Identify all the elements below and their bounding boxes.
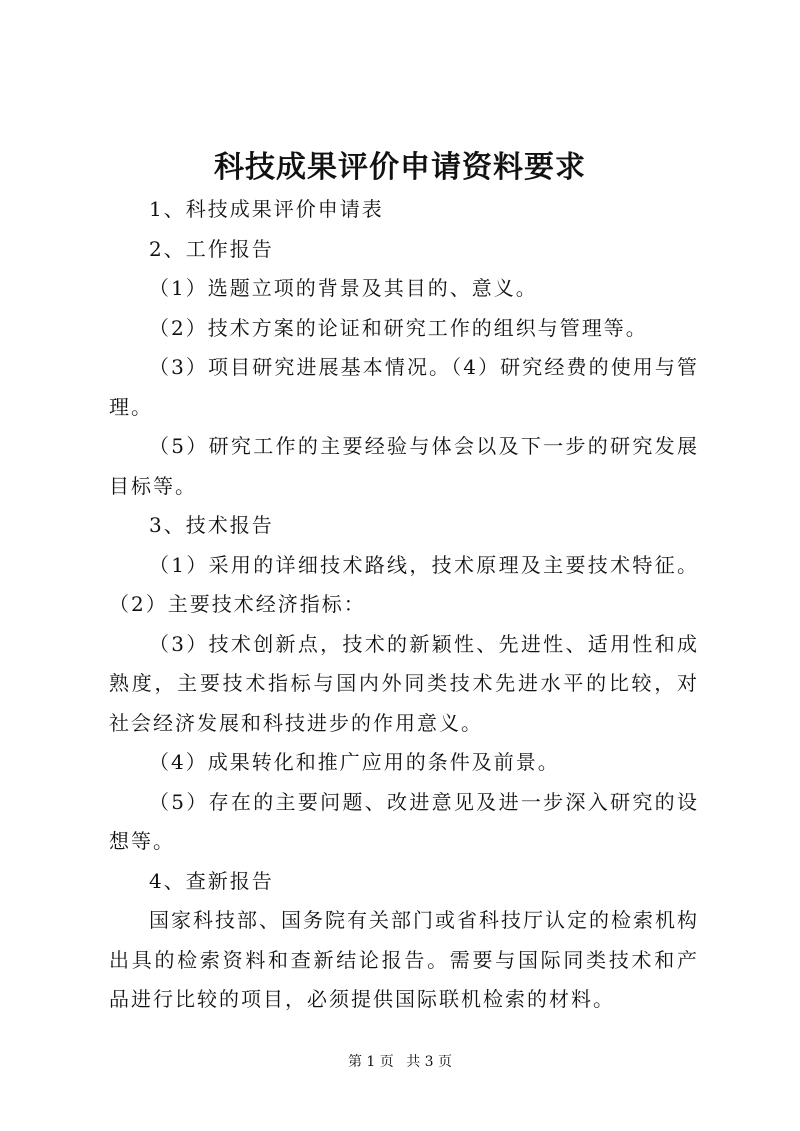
paragraph-item-12: 4、查新报告 (149, 868, 274, 893)
document-title: 科技成果评价申请资料要求 (214, 150, 586, 185)
paragraph-item-10: （4）成果转化和推广应用的条件及前景。 (149, 750, 560, 774)
page-number: 第 1 页 (347, 1054, 394, 1070)
paragraph-item-9: （3）技术创新点，技术的新颖性、先进性、适用性和成熟度，主要技术指标与国内外同类技术先进水平的比较，对社会经济发展和科技进步的作用意义。 (109, 631, 699, 735)
page-total: 共 3 页 (406, 1054, 453, 1070)
paragraph-item-11: （5）存在的主要问题、改进意见及进一步深入研究的设想等。 (109, 789, 699, 853)
page-footer (0, 1051, 800, 1071)
paragraph-item-2: 2、工作报告 (149, 236, 274, 261)
paragraph-item-3: （1）选题立项的背景及其目的、意义。 (149, 276, 538, 300)
paragraph-item-6: （5）研究工作的主要经验与体会以及下一步的研究发展目标等。 (109, 434, 699, 498)
paragraph-item-4: （2）技术方案的论证和研究工作的组织与管理等。 (149, 315, 648, 340)
paragraph-item-1: 1、科技成果评价申请表 (149, 197, 384, 221)
paragraph-item-13: 国家科技部、国务院有关部门或省科技厅认定的检索机构出具的检索资料和查新结论报告。需要与国际同类技术和产品进行比较的项目，必须提供国际联机检索的材料。 (109, 908, 699, 1011)
paragraph-item-8: （1）采用的详细技术路线，技术原理及主要技术特征。（2）主要技术经济指标： (109, 552, 699, 616)
paragraph-item-5: （3）项目研究进展基本情况。（4）研究经费的使用与管理。 (109, 355, 699, 419)
document-body (109, 190, 699, 1020)
paragraph-item-7: 3、技术报告 (149, 513, 274, 537)
